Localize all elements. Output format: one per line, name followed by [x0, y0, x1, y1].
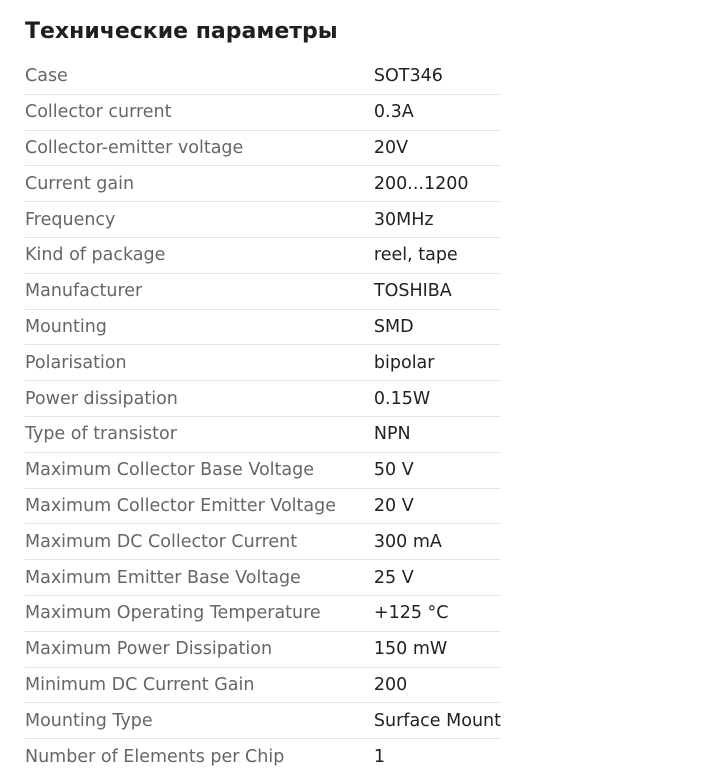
spec-value: 200: [374, 667, 501, 703]
technical-specs-section: [25, 0, 501, 767]
spec-name: Mounting Type: [25, 703, 374, 739]
spec-value: +125 °C: [374, 595, 501, 631]
spec-row: [25, 381, 501, 417]
spec-row: [25, 309, 501, 345]
spec-value: 0.15W: [374, 381, 501, 417]
spec-row: [25, 130, 501, 166]
spec-name: Current gain: [25, 166, 374, 202]
spec-value: Surface Mount: [374, 703, 501, 739]
spec-value: 30MHz: [374, 202, 501, 238]
spec-value: 300 mA: [374, 524, 501, 560]
spec-row: [25, 59, 501, 94]
spec-row: [25, 416, 501, 452]
spec-name: Polarisation: [25, 345, 374, 381]
spec-name: Collector-emitter voltage: [25, 130, 374, 166]
spec-value: TOSHIBA: [374, 273, 501, 309]
section-title: Технические параметры: [25, 19, 338, 44]
spec-value: NPN: [374, 416, 501, 452]
spec-name: Minimum DC Current Gain: [25, 667, 374, 703]
spec-row: [25, 524, 501, 560]
spec-row: [25, 452, 501, 488]
spec-name: Maximum Power Dissipation: [25, 631, 374, 667]
spec-value: 150 mW: [374, 631, 501, 667]
spec-row: [25, 631, 501, 667]
spec-row: [25, 345, 501, 381]
spec-row: [25, 202, 501, 238]
spec-name: Maximum Collector Base Voltage: [25, 452, 374, 488]
spec-name: Type of transistor: [25, 416, 374, 452]
spec-name: Maximum Operating Temperature: [25, 595, 374, 631]
spec-value: 0.3A: [374, 94, 501, 130]
spec-row: [25, 667, 501, 703]
spec-name: Collector current: [25, 94, 374, 130]
specs-table: [25, 59, 501, 774]
spec-row: [25, 560, 501, 596]
spec-value: 50 V: [374, 452, 501, 488]
spec-value: reel, tape: [374, 237, 501, 273]
spec-row: [25, 739, 501, 774]
spec-name: Power dissipation: [25, 381, 374, 417]
spec-row: [25, 166, 501, 202]
spec-value: 25 V: [374, 560, 501, 596]
spec-value: bipolar: [374, 345, 501, 381]
spec-value: SMD: [374, 309, 501, 345]
spec-row: [25, 488, 501, 524]
spec-name: Kind of package: [25, 237, 374, 273]
spec-row: [25, 595, 501, 631]
spec-name: Case: [25, 59, 374, 94]
spec-name: Maximum DC Collector Current: [25, 524, 374, 560]
spec-row: [25, 703, 501, 739]
spec-name: Manufacturer: [25, 273, 374, 309]
spec-name: Maximum Collector Emitter Voltage: [25, 488, 374, 524]
spec-value: SOT346: [374, 59, 501, 94]
spec-row: [25, 237, 501, 273]
spec-name: Number of Elements per Chip: [25, 746, 285, 767]
spec-value: 20 V: [374, 488, 501, 524]
spec-row: [25, 273, 501, 309]
spec-name: Maximum Emitter Base Voltage: [25, 560, 374, 596]
spec-row: [25, 94, 501, 130]
spec-value: 1: [373, 746, 386, 767]
spec-value: 200...1200: [374, 166, 501, 202]
spec-value: 20V: [374, 130, 501, 166]
spec-name: Mounting: [25, 309, 374, 345]
spec-name: Frequency: [25, 202, 374, 238]
